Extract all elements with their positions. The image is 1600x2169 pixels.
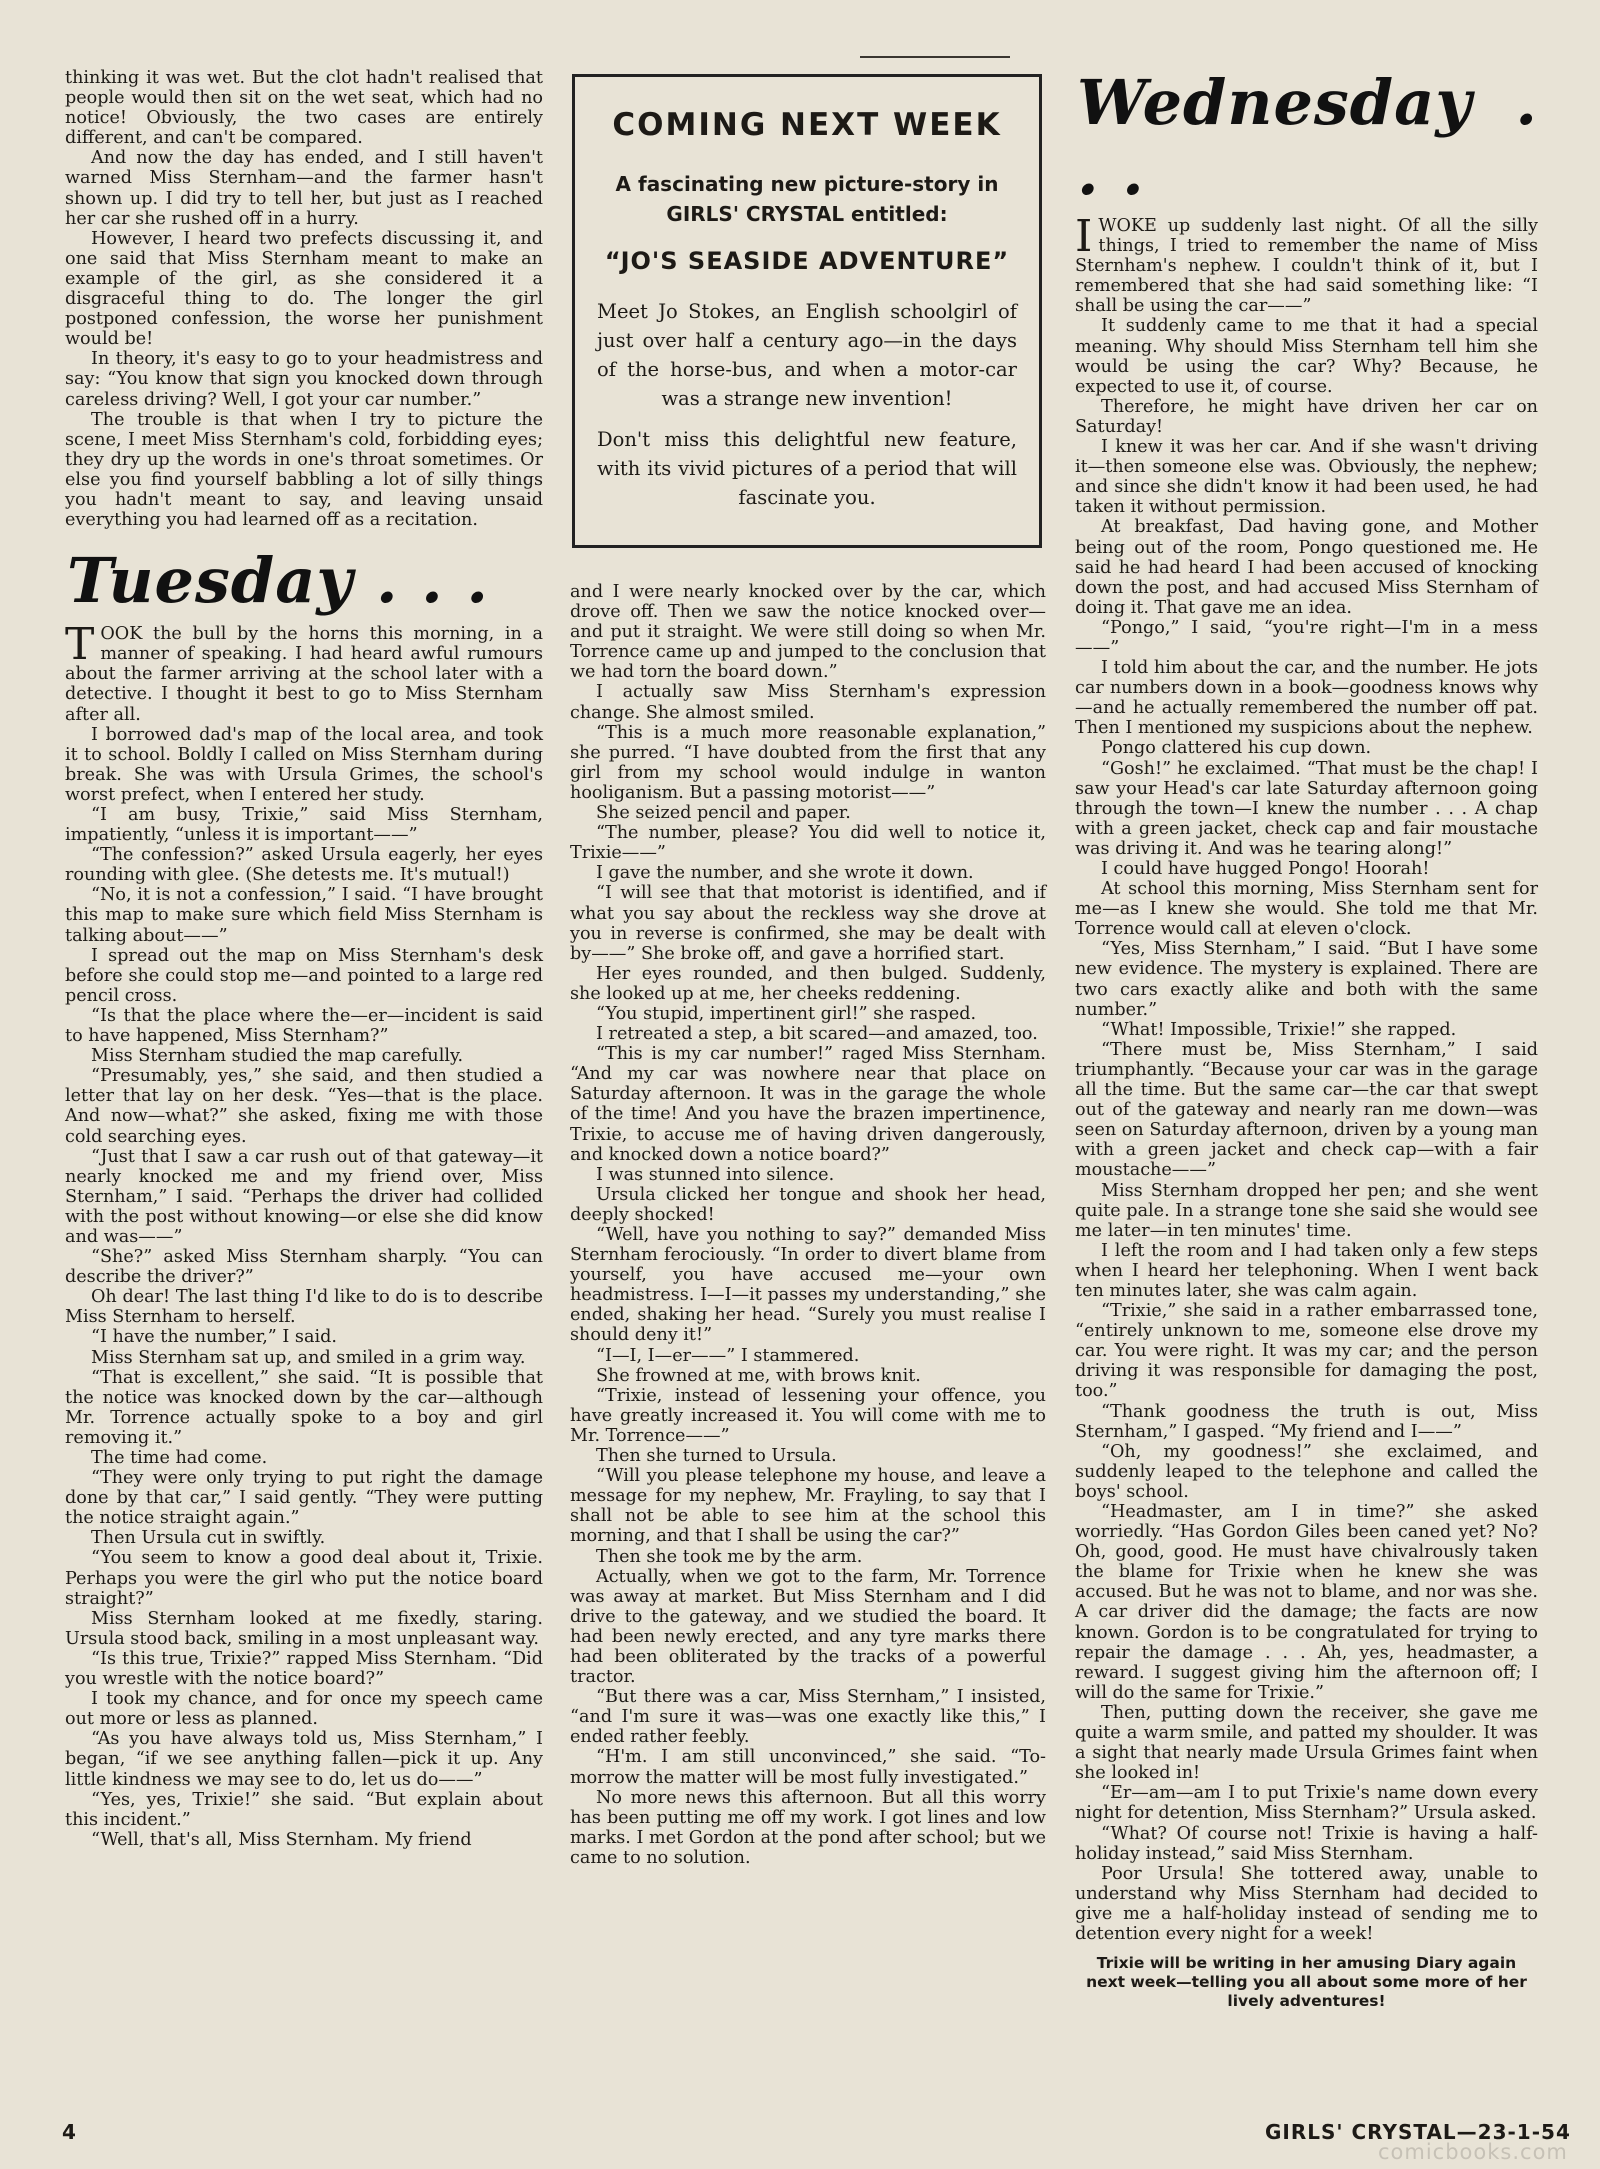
- paragraph: Poor Ursula! She tottered away, unable to understand why Miss Sternham had decided to give me a half-holiday instead of sending me to detention every night for a week!: [1075, 1863, 1538, 1944]
- paragraph: “Is that the place where the—er—incident is said to have happened, Miss Sternham?”: [65, 1005, 543, 1047]
- paragraph: She seized pencil and paper.: [596, 803, 851, 824]
- watermark: comicbooks.com: [1378, 2140, 1568, 2164]
- footer-info: GIRLS' CRYSTAL—23-1-54: [1265, 2120, 1571, 2144]
- paragraph: “Headmaster, am I in time?” she asked worriedly. “Has Gordon Giles been caned yet? No? Oh, good, good. He must have chivalrously taken the blame for Trixie when he knew she was accused. But he was not to blame, and nor was she. A car driver did the damage; the facts are now known. Gordon is to be congratulated for trying to repair the damage . . . Ah, yes, headmaster, a reward. I suggest giving him the afternoon off; I will do the same for Trixie.”: [1075, 1502, 1538, 1703]
- paragraph: “Pongo,” I said, “you're right—I'm in a mess——”: [1075, 617, 1538, 658]
- paragraph: “That is excellent,” she said. “It is possible that the notice was knocked down by the car—although Mr. Torrence actually spoke to a boy and girl removing it.”: [65, 1367, 543, 1448]
- paragraph: “Oh, my goodness!” she exclaimed, and suddenly leaped to the telephone and called the boys' school.: [1075, 1441, 1538, 1502]
- paragraph: “This is a much more reasonable explanation,” she purred. “I have doubted from the first that any girl from my school would indulge in wanton hooliganism. But a passing motorist——”: [570, 722, 1046, 803]
- paragraph: “Gosh!” he exclaimed. “That must be the chap! I saw your Head's car late Saturday afternoon going through the town—I knew the number . . . A chap with a green jacket, check cap and fair moustache was driving it. And was he tearing along!”: [1075, 758, 1538, 859]
- paragraph: “H'm. I am still unconvinced,” she said. “To-morrow the matter will be most fully investigated.”: [570, 1747, 1046, 1788]
- paragraph: I took my chance, and for once my speech came out more or less as planned.: [65, 1689, 543, 1730]
- paragraph: I could have hugged Pongo! Hoorah!: [1101, 859, 1430, 879]
- paragraph: “Just that I saw a car rush out of that gateway—it nearly knocked me and my friend over, Miss Sternham,” I said. “Perhaps the driver had collided with the post without knowing—or else she did know and was——”: [65, 1146, 543, 1247]
- wednesday-heading: Wednesday . . .: [1077, 66, 1538, 209]
- paragraph: “They were only trying to put right the damage done by that car,” I said gently. “They were putting the notice straight again.”: [65, 1468, 543, 1529]
- column-1: [65, 68, 543, 1850]
- paragraph-text: WOKE up suddenly last night. Of all the silly things, I tried to remember the name of Miss Sternham's nephew. I couldn't think of it, but I remembered that she had said something like: “I shall be using the car——”: [1075, 216, 1538, 317]
- paragraph: Her eyes rounded, and then bulged. Suddenly, she looked up at me, her cheeks reddening.: [570, 963, 1046, 1004]
- paragraph: Actually, when we got to the farm, Mr. Torrence was away at market. But Miss Sternham and I did drive to the gateway, and we studied the board. It had been newly erected, and any tyre marks there had been obliterated by the tracks of a powerful tractor.: [570, 1566, 1046, 1688]
- paragraph: Miss Sternham studied the map carefully.: [91, 1046, 464, 1067]
- paragraph: “What! Impossible, Trixie!” she rapped.: [1101, 1019, 1457, 1040]
- paragraph: “This is my car number!” raged Miss Sternham. “And my car was nowhere near that place on Saturday afternoon. It was in the garage the whole of the time! And you have the brazen impertinence, Trixie, to accuse me of having driven dangerously, and knocked down a notice board?”: [570, 1044, 1046, 1165]
- paragraph: “Yes, yes, Trixie!” she said. “But explain about this incident.”: [65, 1789, 543, 1830]
- paragraph: “As you have always told us, Miss Sternham,” I began, “if we see anything fallen—pick it up. Any little kindness we may see to do, let us do——”: [65, 1729, 543, 1790]
- box-paragraph: Don't miss this delightful new feature, with its vivid pictures of a period that will fascinate you.: [597, 428, 1017, 509]
- paragraph: Then, putting down the receiver, she gave me quite a warm smile, and patted my shoulder. It was a sight that nearly made Ursula Grimes faint when she looked in!: [1075, 1702, 1538, 1784]
- drop-cap: T: [65, 619, 95, 671]
- paragraph: Miss Sternham looked at me fixedly, staring. Ursula stood back, smiling in a most unpleasant way.: [65, 1608, 543, 1649]
- drop-cap: I: [1075, 211, 1093, 262]
- paragraph: thinking it was wet. But the clot hadn't realised that people would then sit on the wet seat, which had no notice! Obviously, the two cases are entirely different, and can't be compared.: [65, 68, 543, 149]
- paragraph: “Er—am—am I to put Trixie's name down every night for detention, Miss Sternham?” Ursula asked.: [1075, 1783, 1538, 1824]
- paragraph: “Presumably, yes,” she said, and then studied a letter that lay on her desk. “Yes—that is the place. And now—what?” she asked, fixing me with those cold searching eyes.: [65, 1066, 543, 1147]
- paragraph: “There must be, Miss Sternham,” I said triumphantly. “Because your car was in the garage all the time. But the same car—the car that swept out of the gateway and nearly ran me down—was seen on Saturday afternoon, driven by a young man with a green jacket and check cap—with a fair moustache——”: [1075, 1039, 1538, 1181]
- paragraph: Oh dear! The last thing I'd like to do is to describe Miss Sternham to herself.: [65, 1287, 543, 1328]
- paragraph: Pongo clattered his cup down.: [1101, 738, 1372, 759]
- paragraph: “I have the number,” I said.: [91, 1327, 337, 1348]
- column-3: [1075, 68, 1538, 2011]
- paragraph: I knew it was her car. And if she wasn't driving it—then someone else was. Obviously, the nephew; and since she didn't know it had been used, he had taken it without permission.: [1075, 437, 1538, 518]
- tuesday-first-paragraph: [65, 619, 543, 725]
- paragraph: “Well, that's all, Miss Sternham. My friend: [91, 1829, 472, 1850]
- box-feature-title: “JO'S SEASIDE ADVENTURE”: [604, 247, 1010, 275]
- paragraph: Therefore, he might have driven her car on Saturday!: [1075, 396, 1538, 437]
- paragraph: “No, it is not a confession,” I said. “I have brought this map to make sure which field Miss Sternham is talking about——”: [65, 885, 543, 946]
- paragraph: Ursula clicked her tongue and shook her head, deeply shocked!: [570, 1184, 1046, 1225]
- paragraph: “I will see that that motorist is identified, and if what you say about the reckless way she drove at you in reverse is confirmed, she may be dealt with by——” She broke off, and gave a horrified start.: [570, 883, 1046, 964]
- wednesday-first-paragraph: [1075, 211, 1538, 317]
- paragraph: “You seem to know a good deal about it, Trixie. Perhaps you were the girl who put the notice board straight?”: [65, 1548, 543, 1609]
- paragraph: Then she took me by the arm.: [596, 1546, 863, 1567]
- paragraph: At breakfast, Dad having gone, and Mother being out of the room, Pongo questioned me. He said he had heard I had been accused of knocking down the post, and had accused Miss Sternham of doing it. That gave me an idea.: [1075, 517, 1538, 618]
- paragraph: “What? Of course not! Trixie is having a half-holiday instead,” said Miss Sternham.: [1075, 1823, 1538, 1864]
- paragraph: I actually saw Miss Sternham's expression change. She almost smiled.: [570, 682, 1046, 723]
- paragraph: “But there was a car, Miss Sternham,” I insisted, “and I'm sure it was—was one exactly like this,” I ended rather feebly.: [570, 1687, 1046, 1748]
- top-rule: [860, 56, 1010, 58]
- paragraph: I spread out the map on Miss Sternham's desk before she could stop me—and pointed to a large red pencil cross.: [65, 945, 543, 1006]
- paragraph: “She?” asked Miss Sternham sharply. “You can describe the driver?”: [65, 1247, 543, 1288]
- paragraph: “I—I, I—er——” I stammered.: [596, 1345, 860, 1366]
- paragraph: She frowned at me, with brows knit.: [596, 1365, 921, 1386]
- paragraph: In theory, it's easy to go to your headmistress and say: “You know that sign you knocked down through careless driving? Well, I got your car number.”: [65, 349, 543, 410]
- box-title: COMING NEXT WEEK: [612, 107, 1002, 143]
- tuesday-heading: Tuesday . . .: [67, 544, 489, 618]
- paragraph: I gave the number, and she wrote it down.: [596, 863, 974, 884]
- paragraph: “Is this true, Trixie?” rapped Miss Sternham. “Did you wrestle with the notice board?”: [65, 1648, 543, 1690]
- paragraph: And now the day has ended, and I still haven't warned Miss Sternham—and the farmer hasn't shown up. I did try to tell her, but just as I reached her car she rushed off in a hurry.: [65, 148, 543, 229]
- coming-next-week-box: [572, 74, 1042, 548]
- paragraph: “Trixie, instead of lessening your offence, you have greatly increased it. You will come with me to Mr. Torrence——”: [570, 1385, 1046, 1446]
- paragraph: “Well, have you nothing to say?” demanded Miss Sternham ferociously. “In order to divert blame from yourself, you have accused me—your own headmistress. I—I—it passes my understanding,” she ended, shaking her head. “Surely you must realise I should deny it!”: [570, 1225, 1046, 1346]
- paragraph: Then Ursula cut in swiftly.: [91, 1528, 326, 1549]
- paragraph: Miss Sternham sat up, and smiled in a grim way.: [91, 1347, 526, 1368]
- paragraph: Then she turned to Ursula.: [596, 1446, 837, 1467]
- paragraph: “Will you please telephone my house, and leave a message for my nephew, Mr. Frayling, to say that I shall not be able to see him at the school this morning, and that I shall be using the car?”: [570, 1466, 1046, 1547]
- paragraph: “You stupid, impertinent girl!” she rasped.: [596, 1003, 977, 1024]
- paragraph: “Thank goodness the truth is out, Miss Sternham,” I gasped. “My friend and I——”: [1075, 1401, 1538, 1442]
- paragraph: and I were nearly knocked over by the car, which drove off. Then we saw the notice knocked over—and put it straight. We were still doing so when Mr. Torrence came up and jumped to the conclusion that we had torn the board down.”: [570, 582, 1046, 683]
- closing-note: Trixie will be writing in her amusing Diary again next week—telling you all about some more of her lively adventures!: [1086, 1954, 1527, 2011]
- paragraph: I told him about the car, and the number. He jots car numbers down in a book—goodness knows why—and he actually remembered the number off pat. Then I mentioned my suspicions about the nephew.: [1075, 658, 1538, 739]
- paragraph: I retreated a step, a bit scared—and amazed, too.: [596, 1024, 1038, 1045]
- paragraph: “I am busy, Trixie,” said Miss Sternham, impatiently, “unless it is important——”: [65, 805, 543, 846]
- paragraph: The time had come.: [91, 1448, 268, 1468]
- paragraph: However, I heard two prefects discussing it, and one said that Miss Sternham meant to make an example of the girl, as she considered it a disgraceful thing to do. The longer the girl postponed confession, the worse her punishment would be!: [65, 228, 543, 350]
- paragraph: “Yes, Miss Sternham,” I said. “But I have some new evidence. The mystery is explained. There are two cars exactly alike and both with the same number.”: [1075, 939, 1538, 1020]
- paragraph: “Trixie,” she said in a rather embarrassed tone, “entirely unknown to me, someone else drove my car. You were right. It was my car; and the person driving it was responsible for damaging the post, too.”: [1075, 1301, 1538, 1402]
- paragraph: I left the room and I had taken only a few steps when I heard her telephoning. When I went back ten minutes later, she was calm again.: [1075, 1240, 1538, 1301]
- paragraph: At school this morning, Miss Sternham sent for me—as I knew she would. She told me that Mr. Torrence would call at eleven o'clock.: [1075, 879, 1538, 940]
- paragraph: The trouble is that when I try to picture the scene, I meet Miss Sternham's cold, forbidding eyes; they dry up the words in one's throat sometimes. Or else you find yourself babbling a lot of silly things you hadn't meant to say, and leaving unsaid everything you had learned off as a recitation.: [65, 409, 543, 531]
- page-number: 4: [62, 2120, 76, 2144]
- paragraph-text: OOK the bull by the horns this morning, in a manner of speaking. I had heard awful rumours about the farmer arriving at the school later with a detective. I thought it best to go to Miss Sternham after all.: [65, 624, 543, 725]
- paragraph: “The confession?” asked Ursula eagerly, her eyes rounding with glee. (She detests me. It's mutual!): [65, 845, 543, 886]
- paragraph: Miss Sternham dropped her pen; and she went quite pale. In a strange tone she said she would see me later—in ten minutes' time.: [1075, 1180, 1538, 1241]
- paragraph: No more news this afternoon. But all this worry has been putting me off my work. I got lines and low marks. I met Gordon at the pond after school; but we came to no solution.: [570, 1787, 1046, 1868]
- paragraph: It suddenly came to me that it had a special meaning. Why should Miss Sternham tell him she would be using the car? Why? Because, he expected to use it, of course.: [1075, 316, 1538, 397]
- paragraph: “The number, please? You did well to notice it, Trixie——”: [570, 823, 1046, 864]
- box-intro: A fascinating new picture-story in GIRLS' CRYSTAL entitled:: [615, 172, 999, 226]
- paragraph: I borrowed dad's map of the local area, and took it to school. Boldly I called on Miss Sternham during break. She was with Ursula Grimes, the school's worst prefect, when I entered her study.: [65, 724, 543, 805]
- paragraph: I was stunned into silence.: [596, 1164, 835, 1185]
- column-2: [570, 582, 1046, 1868]
- box-paragraph: Meet Jo Stokes, an English schoolgirl of just over half a century ago—in the days of the horse-bus, and when a motor-car was a strange new invention!: [597, 300, 1017, 410]
